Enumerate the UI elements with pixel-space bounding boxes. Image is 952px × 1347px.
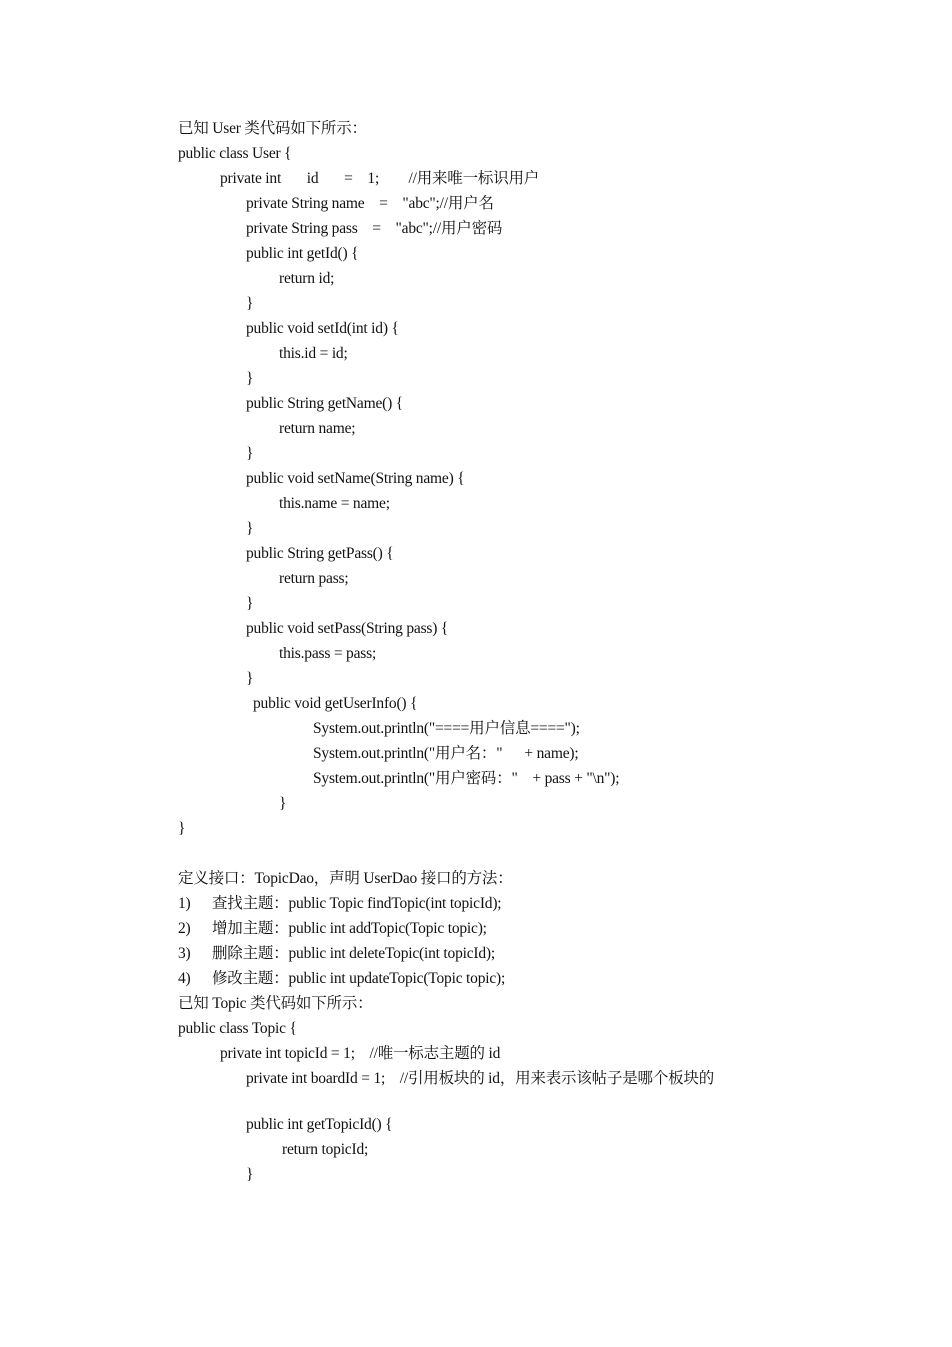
list-item: [0, 916, 952, 941]
list-item: [0, 891, 952, 916]
list-item-number: 1): [178, 895, 191, 912]
code-line: System.out.println("====用户信息====");: [313, 720, 580, 737]
topic-intro: 已知 Topic 类代码如下所示：: [178, 995, 373, 1012]
code-line: }: [279, 795, 287, 812]
code-line: public int getTopicId() {: [246, 1116, 393, 1133]
code-line: private String pass = "abc";//用户密码: [246, 220, 503, 237]
interface-intro: 定义接口：TopicDao，声明 UserDao 接口的方法：: [178, 870, 513, 887]
list-item-number: 2): [178, 920, 191, 937]
code-line: }: [246, 445, 254, 462]
code-line: private int boardId = 1; //引用板块的 id，用来表示该帖子是哪个板块的: [246, 1070, 715, 1087]
code-line: }: [246, 520, 254, 537]
code-line: }: [246, 370, 254, 387]
code-line: }: [246, 670, 254, 687]
code-line: public String getName() {: [246, 395, 403, 412]
code-line: public void getUserInfo() {: [253, 695, 418, 712]
code-line: public void setId(int id) {: [246, 320, 399, 337]
code-line: public String getPass() {: [246, 545, 394, 562]
blank-line: [0, 1091, 952, 1112]
code-line: this.name = name;: [279, 495, 390, 512]
code-line: return pass;: [279, 570, 349, 587]
code-line: System.out.println("用户名：" + name);: [313, 745, 579, 762]
code-line: }: [178, 820, 186, 837]
user-intro: 已知 User 类代码如下所示：: [178, 120, 367, 137]
list-item-text: 修改主题：public int updateTopic(Topic topic);: [212, 970, 506, 987]
code-line: }: [246, 1166, 254, 1183]
code-line: private int topicId = 1; //唯一标志主题的 id: [220, 1045, 501, 1062]
code-line: public class User {: [178, 145, 292, 162]
code-line: return topicId;: [282, 1141, 369, 1158]
list-item: [0, 941, 952, 966]
code-line: }: [246, 595, 254, 612]
code-line: public void setName(String name) {: [246, 470, 465, 487]
blank-line: [0, 841, 952, 866]
code-line: private int id = 1; //用来唯一标识用户: [220, 170, 540, 187]
document-content: [0, 116, 952, 1187]
code-line: public class Topic {: [178, 1020, 297, 1037]
code-line: private String name = "abc";//用户名: [246, 195, 494, 212]
code-line: return id;: [279, 270, 335, 287]
code-line: }: [246, 295, 254, 312]
code-line: public int getId() {: [246, 245, 359, 262]
list-item-number: 4): [178, 970, 191, 987]
code-line: this.pass = pass;: [279, 645, 377, 662]
list-item: [0, 966, 952, 991]
code-line: return name;: [279, 420, 356, 437]
code-line: this.id = id;: [279, 345, 348, 362]
code-line: public void setPass(String pass) {: [246, 620, 449, 637]
list-item-text: 增加主题：public int addTopic(Topic topic);: [212, 920, 487, 937]
list-item-text: 删除主题：public int deleteTopic(int topicId);: [212, 945, 496, 962]
list-item-number: 3): [178, 945, 191, 962]
list-item-text: 查找主题：public Topic findTopic(int topicId);: [212, 895, 502, 912]
code-line: System.out.println("用户密码：" + pass + "\n");: [313, 770, 620, 787]
